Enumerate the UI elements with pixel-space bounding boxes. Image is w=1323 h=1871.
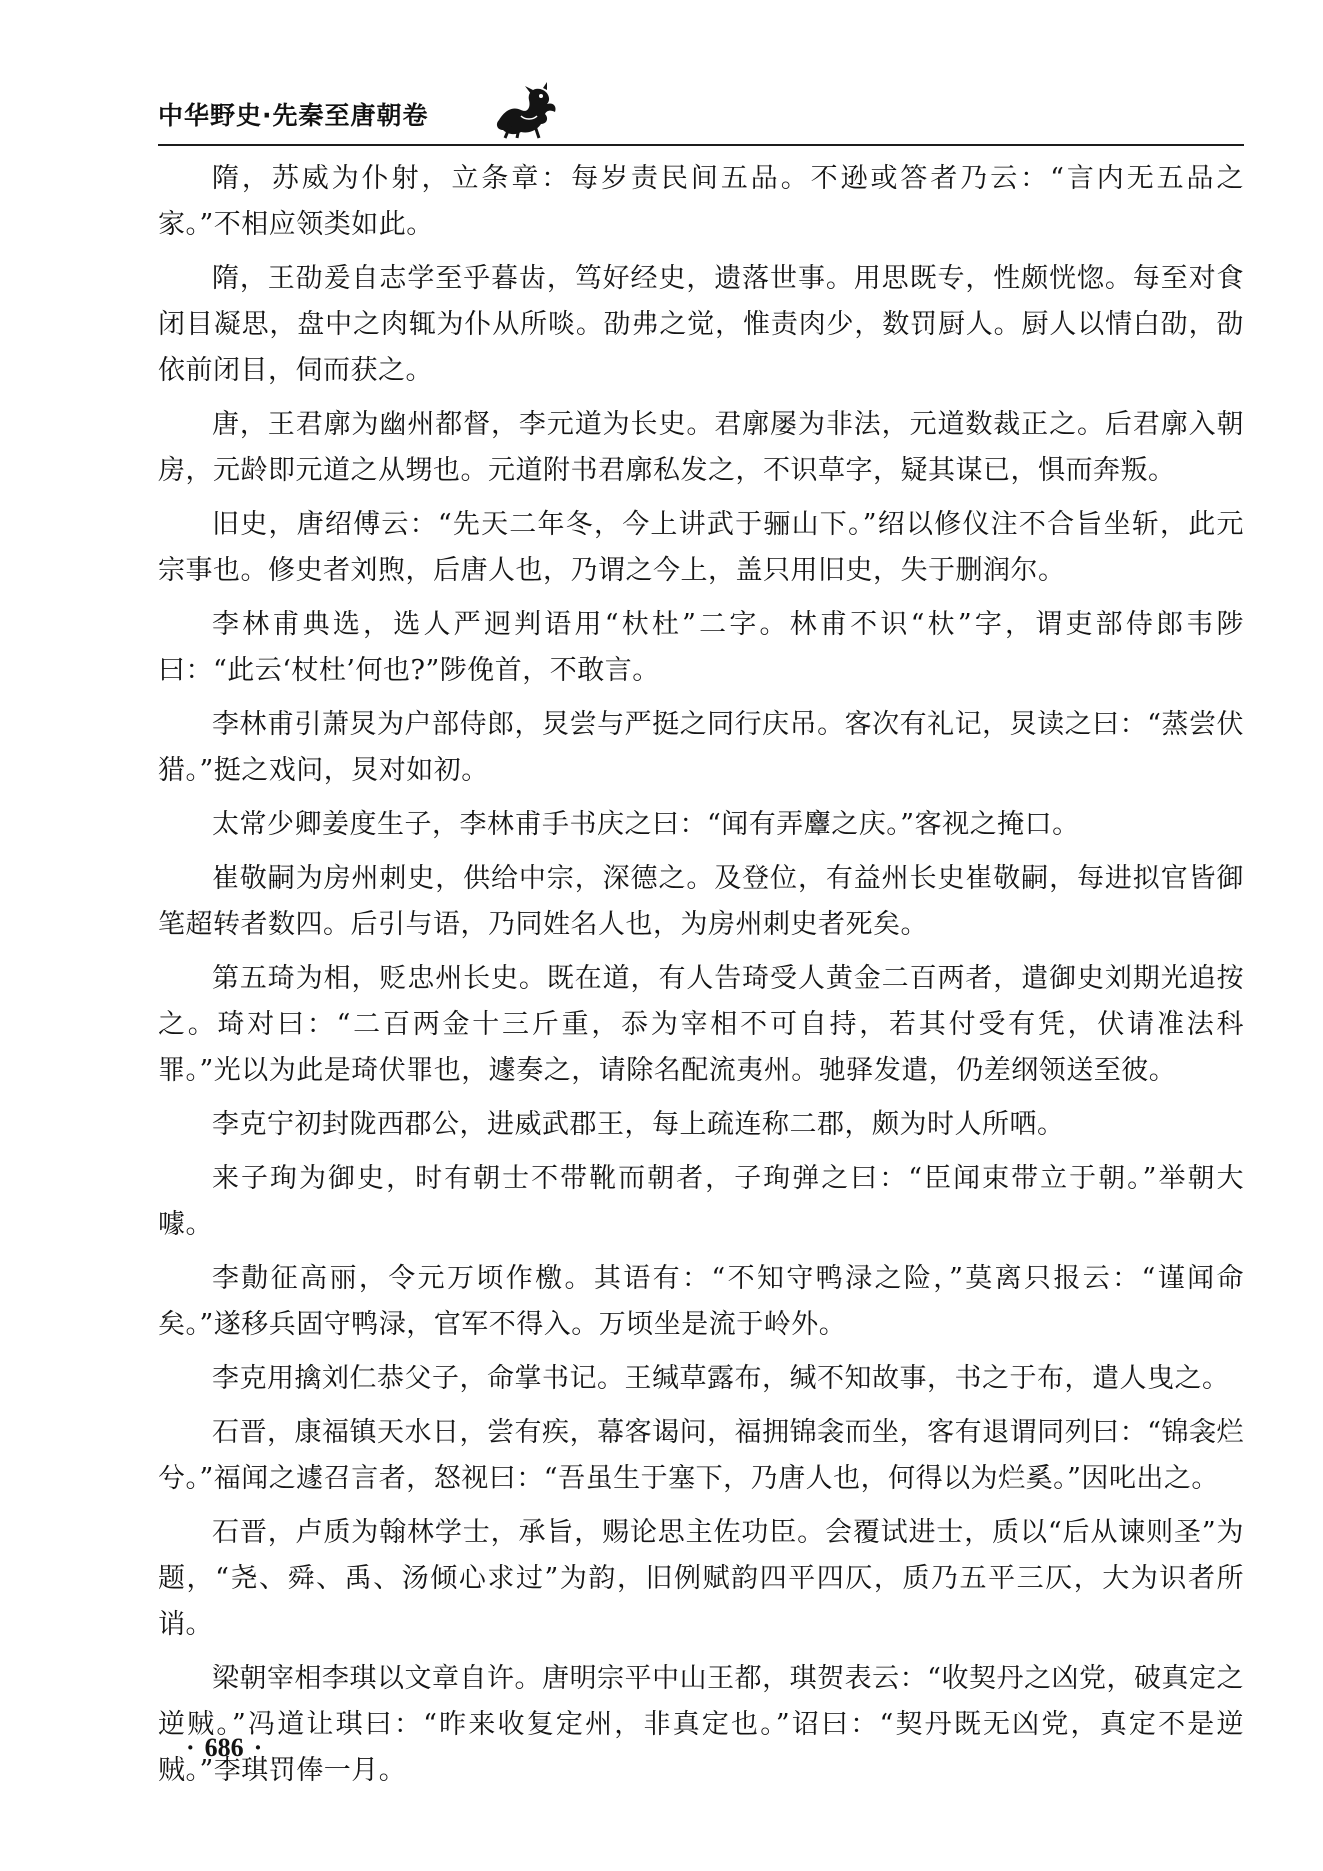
paragraph: 李林甫典选，选人严迥判语用“杕杜”二字。林甫不识“杕”字，谓吏部侍郎韦陟曰：“此云‘杖杜’何也?”陟俛首，不敢言。: [158, 609, 1244, 686]
paragraph: 梁朝宰相李琪以文章自许。唐明宗平中山王都，琪贺表云：“收契丹之凶党，破真定之逆贼。”冯道让琪曰：“昨来收复定州，非真定也。”诏曰：“契丹既无凶党，真定不是逆贼。”李琪罚俸一月。: [158, 1663, 1244, 1786]
page-number-dot-right: ·: [253, 1733, 263, 1762]
paragraph: 隋，王劭爰自志学至乎暮齿，笃好经史，遗落世事。用思既专，性颇恍惚。每至对食闭目凝思，盘中之肉辄为仆从所啖。劭弗之觉，惟责肉少，数罚厨人。厨人以情白劭，劭依前闭目，伺而获之。: [158, 263, 1244, 386]
book-title: 中华野史·先秦至唐朝卷: [158, 101, 429, 130]
paragraph: 李克宁初封陇西郡公，进威武郡王，每上疏连称二郡，颇为时人所哂。: [212, 1109, 1065, 1140]
page-body: [158, 156, 1244, 1802]
page-number-dot-left: ·: [186, 1733, 195, 1762]
page-header: [158, 84, 1243, 144]
paragraph: 石晋，卢质为翰林学士，承旨，赐论思主佐功臣。会覆试进士，质以“后从谏则圣”为题，“尧、舜、禹、汤倾心求过”为韵，旧例赋韵四平四仄，质乃五平三仄，大为识者所诮。: [158, 1517, 1244, 1640]
page-number: [176, 1733, 272, 1763]
paragraph: 第五琦为相，贬忠州长史。既在道，有人告琦受人黄金二百两者，遣御史刘期光追按之。琦对曰：“二百两金十三斤重，忝为宰相不可自持，若其付受有凭，伏请准法科罪。”光以为此是琦伏罪也，遽奏之，请除名配流夷州。驰驿发遣，仍差纲领送至彼。: [158, 963, 1244, 1086]
paragraph: 李勣征高丽，令元万顷作檄。其语有：“不知守鸭渌之险，”莫离只报云：“谨闻命矣。”遂移兵固守鸭渌，官军不得入。万顷坐是流于岭外。: [158, 1263, 1244, 1340]
paragraph: 石晋，康福镇天水日，尝有疾，幕客谒问，福拥锦衾而坐，客有退谓同列曰：“锦衾烂兮。”福闻之遽召言者，怒视曰：“吾虽生于塞下，乃唐人也，何得以为烂奚。”因叱出之。: [158, 1417, 1244, 1494]
header-rule: [158, 144, 1244, 146]
paragraph: 李林甫引萧炅为户部侍郎，炅尝与严挺之同行庆吊。客次有礼记，炅读之曰：“蒸尝伏猎。”挺之戏问，炅对如初。: [158, 709, 1244, 786]
paragraph: 李克用擒刘仁恭父子，命掌书记。王缄草露布，缄不知故事，书之于布，遣人曳之。: [212, 1363, 1230, 1394]
paragraph: 崔敬嗣为房州刺史，供给中宗，深德之。及登位，有益州长史崔敬嗣，每进拟官皆御笔超转者数四。后引与语，乃同姓名人也，为房州刺史者死矣。: [158, 863, 1244, 940]
paragraph: 唐，王君廓为幽州都督，李元道为长史。君廓屡为非法，元道数裁正之。后君廓入朝房，元龄即元道之从甥也。元道附书君廓私发之，不识草字，疑其谋已，惧而奔叛。: [158, 409, 1244, 486]
dragon-icon: [491, 80, 561, 140]
page-number-value: 686: [204, 1733, 244, 1762]
paragraph: 来子珣为御史，时有朝士不带靴而朝者，子珣弹之曰：“臣闻束带立于朝。”举朝大噱。: [158, 1163, 1244, 1240]
paragraph: 旧史，唐绍傅云：“先天二年冬，今上讲武于骊山下。”绍以修仪注不合旨坐斩，此元宗事也。修史者刘煦，后唐人也，乃谓之今上，盖只用旧史，失于删润尔。: [158, 509, 1244, 586]
paragraph: 太常少卿姜度生子，李林甫手书庆之曰：“闻有弄麞之庆。”客视之掩口。: [212, 809, 1080, 840]
paragraph: 隋，苏威为仆射，立条章：每岁责民间五品。不逊或答者乃云：“言内无五品之家。”不相应领类如此。: [158, 163, 1244, 240]
